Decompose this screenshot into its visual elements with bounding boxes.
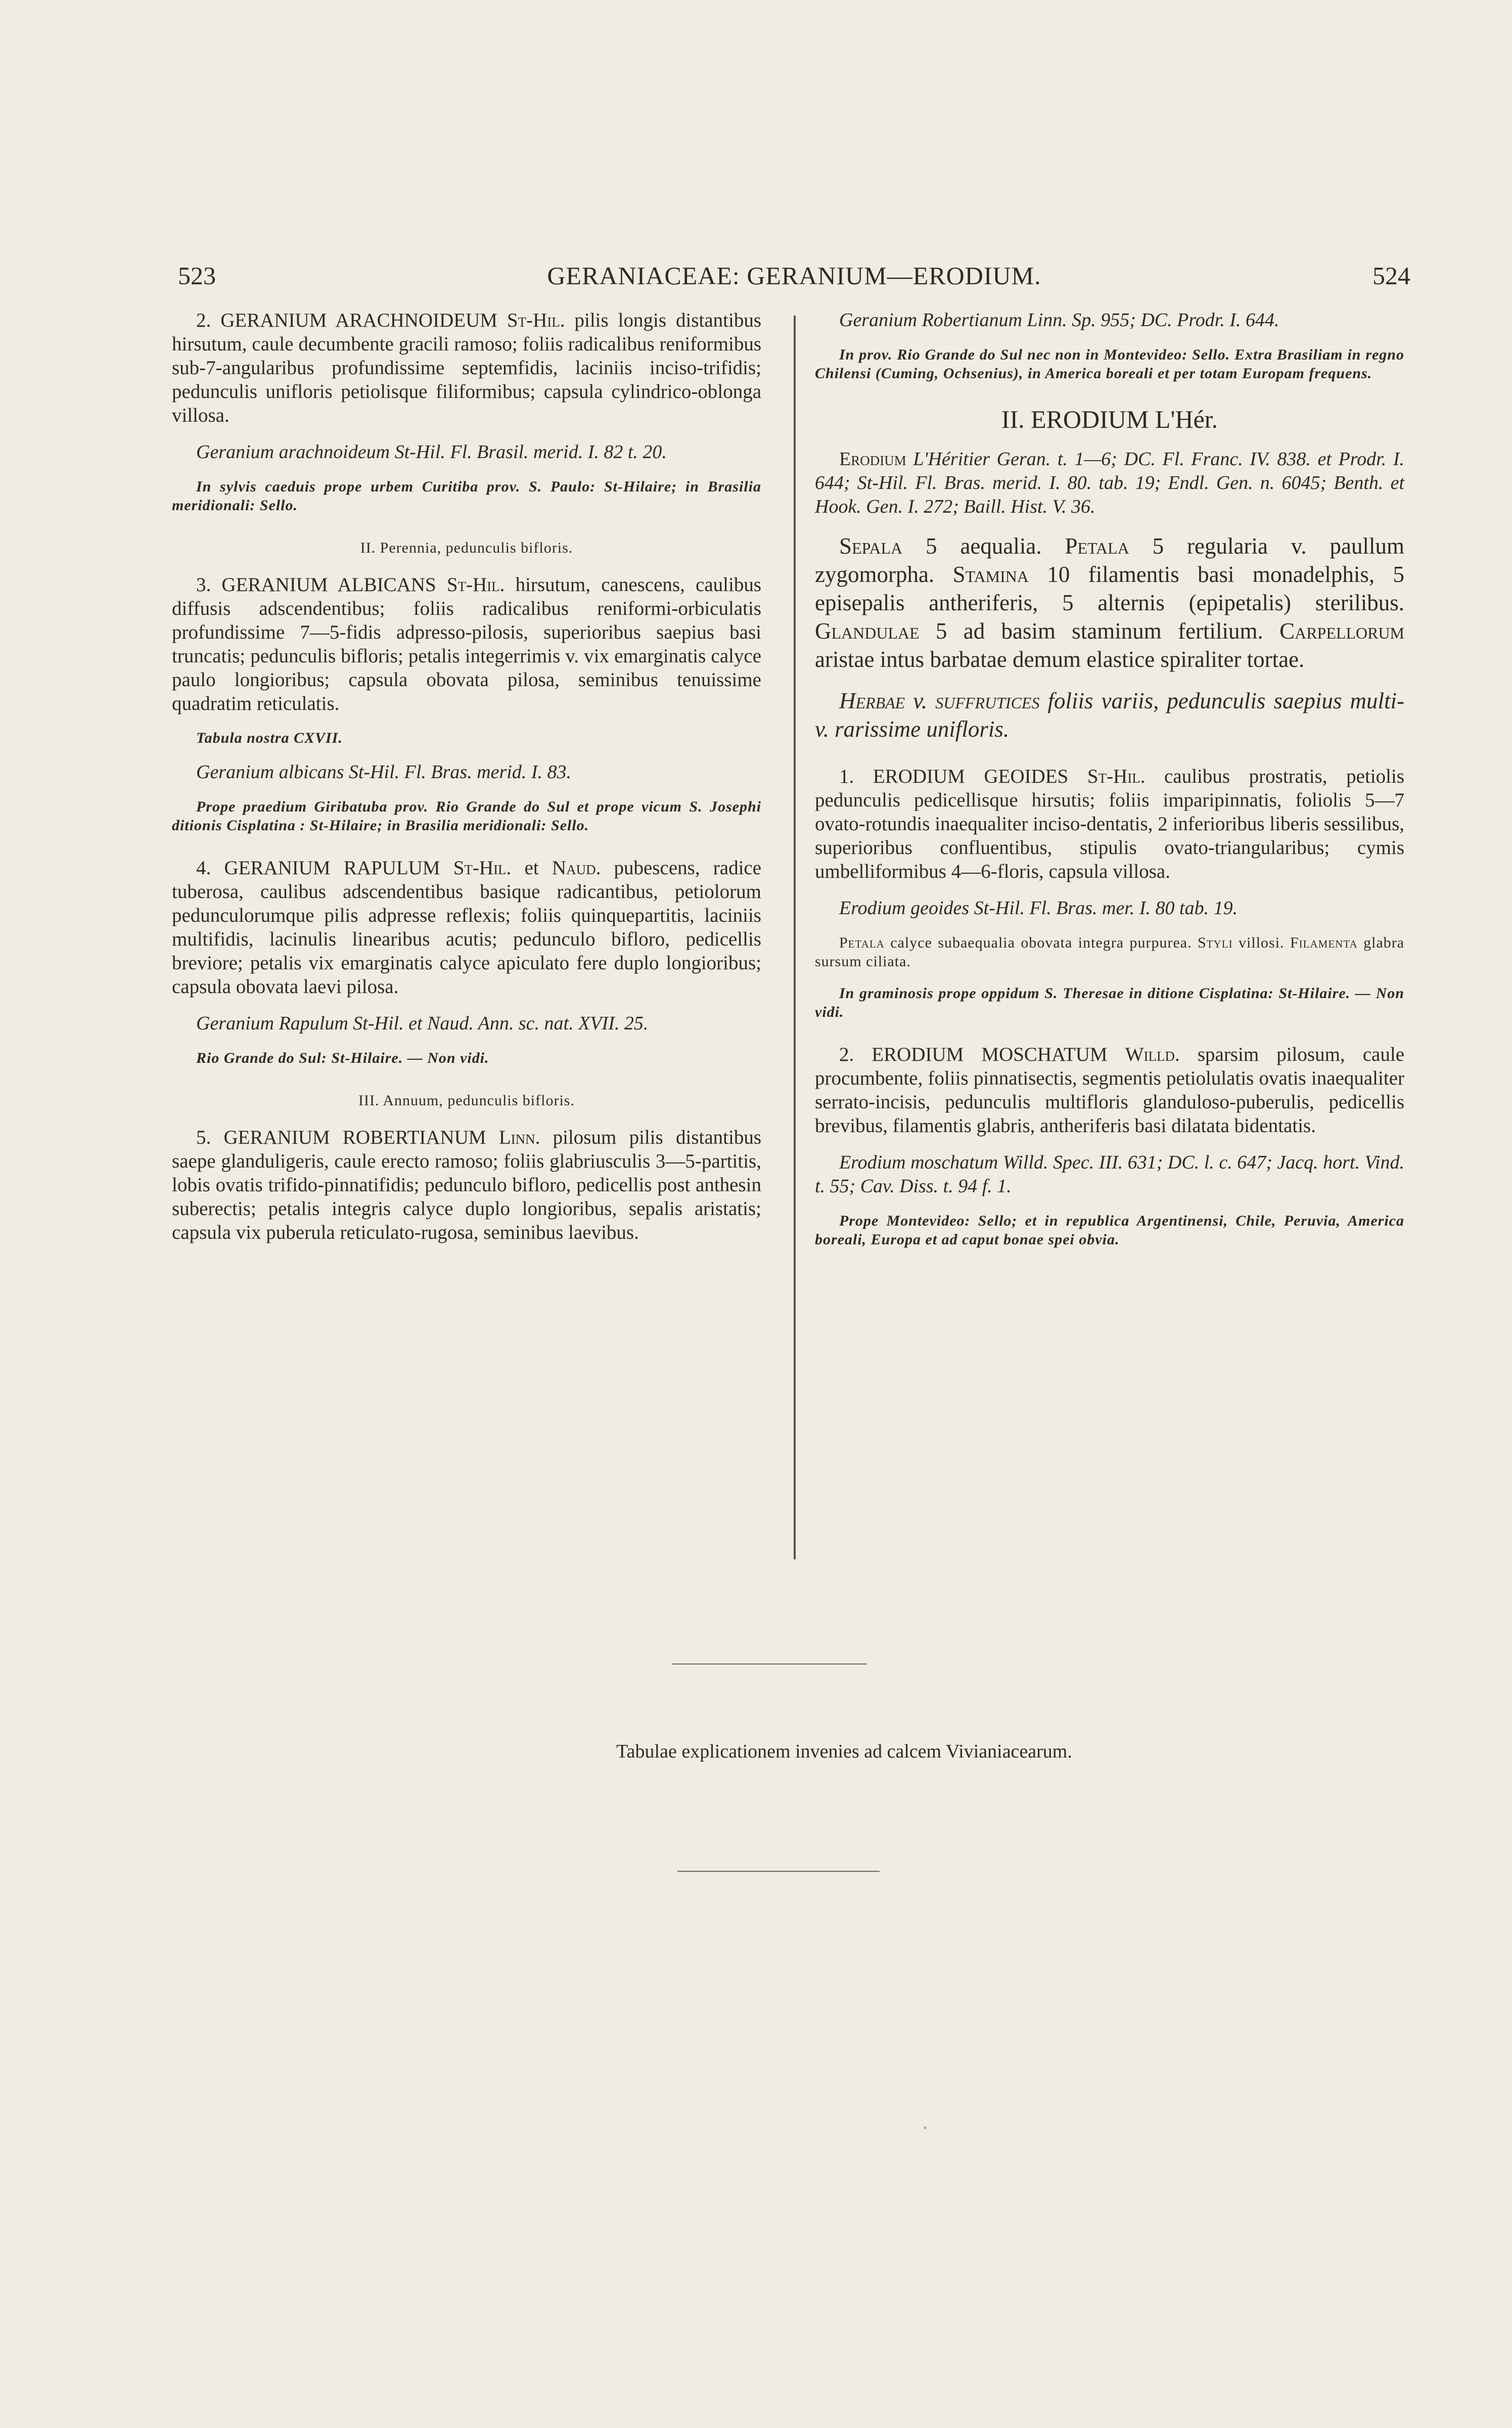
species-description: caulibus prostratis, petiolis pedunculis pedicellisque hirsutis; foliis imparipinnatis, foliolis 5—7 ovato-rotundis inaequaliter inciso-dentatis, 2 inferioribus liberis sessilibus, superioribus confluentibus, stipulis ovato-triangularibus; cymis umbelliformibus 4—6-floris, capsula villosa. [815, 766, 1404, 882]
species-citation: Erodium moschatum Willd. Spec. III. 631; DC. l. c. 647; Jacq. hort. Vind. t. 55; Cav. Diss. t. 94 f. 1. [815, 1152, 1404, 1197]
species-locality: Rio Grande do Sul: St-Hilaire. — Non vidi. [196, 1050, 489, 1066]
species-locality: Prope praedium Giribatuba prov. Rio Grande do Sul et prope vicum S. Josephi ditionis Cisplatina : St-Hilaire; in Brasilia meridionali: Sello. [172, 798, 761, 834]
plate-reference: Tabula nostra CXVII. [196, 730, 343, 746]
species-entry-erodium-moschatum [815, 1043, 1404, 1138]
right-column [815, 308, 1404, 1249]
species-notes [815, 933, 1404, 971]
species-description: pilosum pilis distantibus saepe glanduligeris, caule erecto ramoso; foliis glabriusculis 3—5-partitis, lobis ovatis trifido-pinnatifidis; pedunculo bifloro, pedicellis post anthesin suberectis; petalis integris calyce duplo longioribus, sepalis aristatis; capsula vix puberula reticulato-rugosa, seminibus laevibus. [172, 1127, 762, 1243]
species-citation: Geranium albicans St-Hil. Fl. Bras. merid. I. 83. [196, 761, 572, 783]
species-heading: 3. GERANIUM ALBICANS [196, 574, 436, 596]
species-entry-geranium-rapulum [172, 856, 761, 999]
genus-habit [815, 687, 1404, 743]
term-suffrutices: suffrutices [935, 688, 1040, 713]
species-description: hirsutum, canescens, caulibus diffusis adscendentibus; foliis radicalibus reniformi-orbiculatis profundissime 7—5-fidis adpresso-pilosis, superioribus saepius basi truncatis; pedunculis bifloris; petalis integerrimis v. vix emarginatis calyce paulo longioribus; capsula obovata pilosa, seminibus tenuissime quadratim reticulatis. [172, 574, 762, 714]
text-sepala: 5 aequalia. [926, 533, 1042, 559]
paper-speck [924, 2126, 927, 2129]
species-locality: In sylvis caeduis prope urbem Curitiba prov. S. Paulo: St-Hilaire; in Brasilia meridionali: Sello. [172, 478, 761, 514]
text-or: v. [913, 688, 928, 713]
species-entry-erodium-geoides [815, 765, 1404, 883]
left-column [172, 308, 761, 1244]
species-description: pubescens, radice tuberosa, caulibus adscendentibus basique radicantibus, petiolorum pedunculorumque pilis adpresse reflexis; foliis quinquepartitis, laciniis multifidis, lacinulis linearibus acutis; pedunculo bifloro, pedicellis breviore; petalis vix emarginatis calyce apiculato fere duplo longioribus; capsula obovata laevi pilosa. [172, 857, 762, 998]
genus-synonymy [815, 447, 1404, 519]
species-locality: Prope Montevideo: Sello; et in republica Argentinensi, Chile, Peruvia, America boreali, Europa et ad caput bonae spei obvia. [815, 1212, 1404, 1248]
species-heading: 5. GERANIUM ROBERTIANUM [196, 1127, 486, 1148]
subgroup-heading: III. Annuum, pedunculis bifloris. [358, 1092, 575, 1109]
species-author: Linn. [498, 1127, 540, 1148]
text-petala: 5 regularia v. paullum zygomorpha. [815, 533, 1405, 587]
term-glandulae: Glandulae [815, 618, 920, 644]
species-heading: 2. GERANIUM ARACHNOIDEUM [196, 309, 497, 331]
term-filamenta: Filamenta [1290, 934, 1358, 951]
term-petala: Petala [1065, 533, 1129, 559]
species-locality: In prov. Rio Grande do Sul nec non in Montevideo: Sello. Extra Brasiliam in regno Chilensi (Cuming, Ochsenius), in America boreali et per totam Europam frequens. [815, 346, 1404, 382]
term-styli: Styli [1198, 934, 1233, 951]
text-carpellorum: aristae intus barbatae demum elastice spiraliter tortae. [815, 647, 1305, 672]
text-glandulae: 5 ad basim staminum fertilium. [935, 618, 1263, 644]
subgroup-heading: II. Perennia, pedunculis bifloris. [360, 539, 573, 556]
term-herbae: Herbae [839, 688, 905, 713]
running-title: GERANIACEAE: GERANIUM—ERODIUM. [547, 261, 1041, 290]
genus-description [815, 532, 1404, 673]
page-number-right: 524 [1372, 261, 1410, 290]
species-entry-geranium-arachnoideum [172, 308, 761, 427]
term-carpellorum: Carpellorum [1279, 618, 1405, 644]
text-stamina: 10 filamentis basi monadelphis, 5 episepalis antheriferis, 5 alternis (epipetalis) sterilibus. [815, 562, 1405, 615]
genus-heading: II. ERODIUM L'Hér. [1001, 405, 1218, 433]
author-conjunction: et [524, 857, 539, 879]
divider-rule [677, 1871, 880, 1872]
text-petala: calyce subaequalia obovata integra purpurea. [890, 934, 1192, 951]
species-citation: Erodium geoides St-Hil. Fl. Bras. mer. I. 80 tab. 19. [839, 897, 1238, 919]
species-citation: Geranium Robertianum Linn. Sp. 955; DC. Prodr. I. 644. [839, 309, 1279, 331]
term-stamina: Stamina [952, 562, 1029, 587]
text-habit: foliis variis, pedunculis saepius multi- v. rarissime unifloris. [815, 688, 1404, 742]
species-author: Willd. [1125, 1044, 1180, 1065]
divider-rule [672, 1663, 867, 1665]
genus-name-label: Erodium [839, 448, 906, 470]
term-petala: Petala [839, 934, 885, 951]
genus-references: L'Héritier Geran. t. 1—6; DC. Fl. Franc. IV. 838. et Prodr. I. 644; St-Hil. Fl. Bras. merid. I. 80. tab. 19; Endl. Gen. n. 6045; Benth. et Hook. Gen. I. 272; Baill. Hist. V. 36. [815, 448, 1405, 517]
species-heading: 1. ERODIUM GEOIDES [839, 766, 1069, 787]
page-header [178, 261, 1410, 296]
species-author-2: Naud. [552, 857, 601, 879]
species-author: St-Hil. [1087, 766, 1146, 787]
species-entry-geranium-albicans [172, 573, 761, 715]
species-citation: Geranium Rapulum St-Hil. et Naud. Ann. sc. nat. XVII. 25. [196, 1013, 649, 1034]
species-heading: 4. GERANIUM RAPULUM [196, 857, 440, 879]
column-divider [794, 316, 796, 1559]
species-entry-geranium-robertianum [172, 1126, 761, 1244]
species-locality: In graminosis prope oppidum S. Theresae in ditione Cisplatina: St-Hilaire. — Non vidi. [815, 985, 1404, 1020]
species-heading: 2. ERODIUM MOSCHATUM [839, 1044, 1108, 1065]
footer-note: Tabulae explicationem invenies ad calcem Vivianiacearum. [616, 1741, 1072, 1762]
text-styli: villosi. [1239, 934, 1285, 951]
species-citation: Geranium arachnoideum St-Hil. Fl. Brasil. merid. I. 82 t. 20. [196, 441, 667, 463]
species-description: sparsim pilosum, caule procumbente, foliis pinnatisectis, segmentis petiolulatis ovatis inaequaliter serrato-incisis, pedunculis multifloris glanduloso-puberulis, pedicellis brevibus, filamentis glabris, antheriferis basi dilatata bidentatis. [815, 1044, 1405, 1137]
text-filamenta: glabra sursum ciliata. [815, 934, 1405, 970]
species-author: St-Hil. [507, 309, 565, 331]
species-author: St-Hil. [446, 574, 505, 596]
species-author: St-Hil. [453, 857, 512, 879]
page-number-left: 523 [178, 261, 216, 290]
species-description: pilis longis distantibus hirsutum, caule decumbente gracili ramoso; foliis radicalibus reniformibus sub-7-angularibus profundissime septemfidis, laciniis inciso-trifidis; pedunculis unifloris petiolisque filiformibus; capsula cylindrico-oblonga villosa. [172, 309, 762, 426]
term-sepala: Sepala [839, 533, 903, 559]
